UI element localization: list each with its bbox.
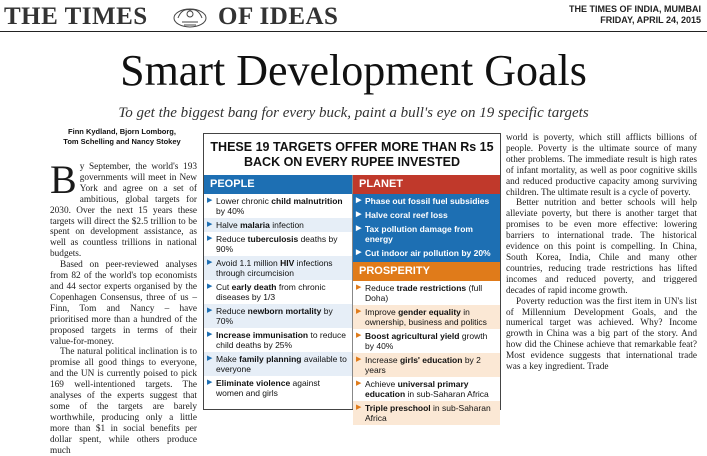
infobox-title bbox=[204, 140, 500, 170]
publication-date: FRIDAY, APRIL 24, 2015 bbox=[600, 15, 701, 25]
people-target: ▶ Reduce tuberculosis deaths by 90% bbox=[207, 234, 338, 254]
byline-line: Tom Schelling and Nancy Stokey bbox=[63, 137, 181, 146]
article-column-right bbox=[506, 133, 697, 373]
planet-target: ▶ Cut indoor air pollution by 20% bbox=[356, 248, 491, 258]
arrow-icon: ▶ bbox=[207, 235, 213, 242]
arrow-icon: ▶ bbox=[356, 356, 362, 363]
masthead-title: THE TIMES bbox=[4, 3, 148, 30]
prosperity-list bbox=[353, 281, 500, 425]
arrow-icon: ▶ bbox=[356, 404, 362, 411]
prosperity-target: ▶ Boost agricultural yield growth by 40% bbox=[356, 331, 488, 351]
emblem-icon bbox=[170, 2, 210, 28]
arrow-icon: ▶ bbox=[207, 221, 213, 228]
arrow-icon: ▶ bbox=[207, 283, 213, 290]
arrow-icon: ▶ bbox=[356, 225, 362, 232]
masthead bbox=[0, 0, 707, 30]
arrow-icon: ▶ bbox=[356, 284, 362, 291]
arrow-icon: ▶ bbox=[207, 307, 213, 314]
planet-target: ▶ Phase out fossil fuel subsidies bbox=[356, 196, 490, 206]
people-target: ▶ Eliminate violence against women and girls bbox=[207, 378, 320, 398]
arrow-icon: ▶ bbox=[207, 259, 213, 266]
people-target: ▶ Make family planning available to everyone bbox=[204, 352, 352, 376]
people-header: PEOPLE bbox=[204, 175, 352, 194]
people-target: ▶ Halve malaria infection bbox=[204, 218, 352, 232]
prosperity-target: ▶ Increase girls' education by 2 years bbox=[353, 353, 500, 377]
arrow-icon: ▶ bbox=[207, 355, 213, 362]
arrow-icon: ▶ bbox=[356, 308, 362, 315]
infobox-title-line: THESE 19 TARGETS OFFER MORE THAN Rs 15 bbox=[210, 140, 494, 154]
infobox-title-line: BACK ON EVERY RUPEE INVESTED bbox=[243, 155, 460, 169]
planet-list bbox=[353, 194, 500, 262]
people-list bbox=[204, 194, 352, 400]
prosperity-target: ▶ Improve gender equality in ownership, business and politics bbox=[353, 305, 500, 329]
masthead-rule bbox=[0, 31, 707, 32]
planet-target: ▶ Halve coral reef loss bbox=[356, 210, 448, 220]
planet-header: PLANET bbox=[353, 175, 500, 194]
people-target: ▶ Reduce newborn mortality by 70% bbox=[204, 304, 352, 328]
column-divider bbox=[352, 175, 353, 409]
arrow-icon: ▶ bbox=[207, 197, 213, 204]
headline: Smart Development Goals bbox=[120, 46, 587, 95]
article-paragraph: Based on peer-reviewed analyses from 82 of the world's top economists and 44 sector experts organised by the Copenhagen Consensus, three of us – Finn, Tom and Nancy – have prioritised more than a hundred of the proposed targets in terms of their value-for-money. bbox=[50, 260, 197, 347]
subheadline: To get the biggest bang for every buck, paint a bull's eye on 19 specific targets bbox=[118, 105, 589, 121]
article-paragraph: Better nutrition and better schools will help alleviate poverty, but there is another target that promises to be even more effective: lowering barriers to international trade. The historical evidence on this point is compelling. In China, South Korea, India, Chile and many other countries, reducing trade restrictions has lifted incomes and reduced poverty, and triggered decades of rapid income growth. bbox=[506, 198, 697, 296]
byline bbox=[62, 127, 182, 147]
paragraph-text: y September, the world's 193 governments will meet in New York and agree on a set of ambitious, global targets for 2030. Over the next 15 years these targets will direct the $2.5 trillion to be spent on development assistance, as well as countless trillions in national budgets. bbox=[50, 162, 197, 260]
arrow-icon: ▶ bbox=[356, 211, 362, 218]
people-target: ▶ Increase immunisation to reduce child deaths by 25% bbox=[207, 330, 346, 350]
article-paragraph: world is poverty, which still afflicts billions of people. Poverty is the ultimate source of many other problems. The immediate result is high rates of infant mortality, as well as poor cognitive skills and reduced productive capacity among surviving children. The ultimate result is a cycle of poverty. bbox=[506, 133, 697, 198]
arrow-icon: ▶ bbox=[207, 331, 213, 338]
people-target: ▶ Cut early death from chronic diseases by 1/3 bbox=[207, 282, 326, 302]
people-target: ▶ Lower chronic child malnutrition by 40% bbox=[207, 196, 343, 216]
prosperity-target: ▶ Triple preschool in sub-Saharan Africa bbox=[353, 401, 500, 425]
byline-line: Finn Kydland, Bjorn Lomborg, bbox=[68, 127, 176, 136]
planet-target: ▶ Tax pollution damage from energy bbox=[356, 224, 473, 244]
arrow-icon: ▶ bbox=[356, 332, 362, 339]
article-paragraph: Poverty reduction was the first item in UN's list of Millennium Development Goals, and the numerical target was achieved. Why? Income growth in China was a big part of the story. And how did the Chinese achieve that remarkable feat? Most evidence suggests that international trade was a key ingredient. Trade bbox=[506, 296, 697, 373]
article-column-left bbox=[50, 157, 197, 456]
arrow-icon: ▶ bbox=[356, 380, 362, 387]
arrow-icon: ▶ bbox=[207, 379, 213, 386]
article-paragraph bbox=[50, 157, 197, 260]
targets-infobox bbox=[203, 133, 501, 423]
prosperity-header: PROSPERITY bbox=[353, 262, 500, 281]
arrow-icon: ▶ bbox=[356, 249, 362, 256]
masthead-dateline bbox=[569, 4, 701, 26]
drop-cap: B bbox=[50, 157, 77, 202]
arrow-icon: ▶ bbox=[356, 197, 362, 204]
masthead-section: OF IDEAS bbox=[218, 3, 339, 30]
publication-name: THE TIMES OF INDIA, MUMBAI bbox=[569, 4, 701, 14]
people-target: ▶ Avoid 1.1 million HIV infections through circumcision bbox=[204, 256, 352, 280]
article-paragraph: The natural political inclination is to promise all good things to everyone, and the UN is currently poised to pick 169 well-intentioned targets. The analyses of the experts suggest that some of the targets are barely worthwhile, producing only a little more than $1 in social benefits per dollar spent, while others produce much bbox=[50, 347, 197, 456]
prosperity-target: ▶ Achieve universal primary education in sub-Saharan Africa bbox=[356, 379, 489, 399]
prosperity-target: ▶ Reduce trade restrictions (full Doha) bbox=[356, 283, 483, 303]
